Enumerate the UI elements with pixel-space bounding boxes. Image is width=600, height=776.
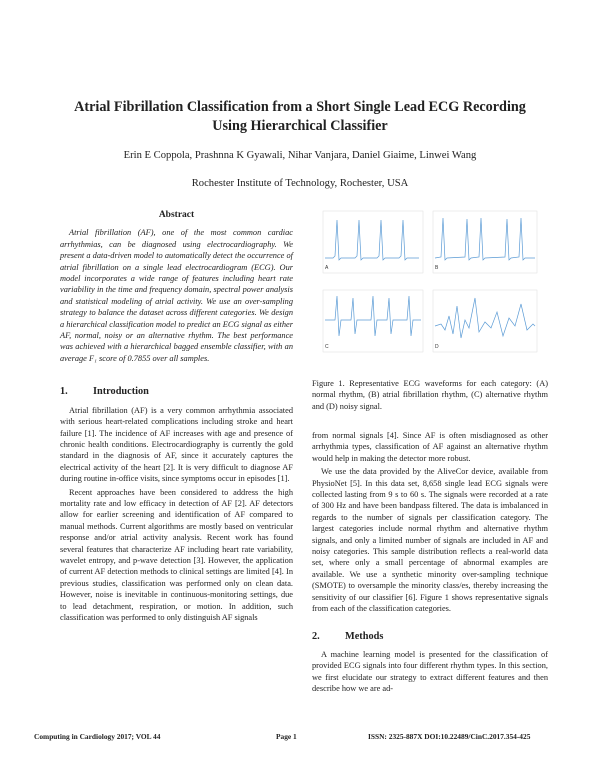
- methods-title: Methods: [345, 630, 384, 642]
- intro-number: 1.: [60, 386, 68, 398]
- right-paragraph-2: We use the data provided by the AliveCor device, available from PhysioNet [5]. In this data set, 8,658 single lead ECG signals were collected lasting from 9 s to 60 s. The signals were recorded at a rate of 300 Hz and have been bandpass filtered. The data is imbalanced in regards to the number of signals per classification category. The largest categories include normal rhythm and alternative rhythm signals, and only a limited number of signals are included in AF and noisy categories. This sample distribution reflects a real-world data set, where only a small percentage of abnormal examples are available. We use a synthetic minority over-sampling technique (SMOTE) to oversample the minority class/es, thereby increasing the sensitivity of our classifier [6]. Figure 1 shows representative signals from each of the classification categories.: [312, 467, 548, 614]
- panel-label-d: D: [435, 344, 439, 350]
- panel-label-c: C: [325, 344, 329, 350]
- authors: Erin E Coppola, Prashnna K Gyawali, Nihar Vanjara, Daniel Giaime, Linwei Wang: [123, 150, 477, 161]
- intro-paragraph-1: Atrial fibrillation (AF) is a very common arrhythmia associated with serious heart-related complications including stroke and heart failure [1]. The incidence of AF increases with age and presence of chronic health conditions. Electrocardiography is currently the gold standard in the diagnosis of AF, since it accurately captures the electrical activity of the heart [2]. It is very difficult to diagnose AF during routine in-office visits, since symptoms occur in episodes [1].: [60, 405, 293, 484]
- methods-number: 2.: [312, 630, 320, 642]
- paper-title: [40, 98, 560, 136]
- title-line-1: Atrial Fibrillation Classification from a Short Single Lead ECG Recording: [74, 99, 526, 115]
- panel-label-a: A: [325, 265, 329, 271]
- footer-issn: ISSN: 2325-887X DOI:10.22489/CinC.2017.354-425: [368, 732, 531, 741]
- abstract-heading: Abstract: [158, 210, 195, 220]
- ecg-panel-d: [433, 290, 537, 352]
- abstract-text: Atrial fibrillation (AF), one of the most common cardiac arrhythmias, can be diagnosed using electrocardiography. We present a data-driven model to automatically detect the occurrence of atrial fibrillation on a single lead electrocardiogram (ECG). Our model incorporates a wide range of features including heart rate variability in the time and frequency domain, spectral power analysis and statistical modeling of atrial activity. We use an over-sampling strategy to balance the dataset across different categories. We design a hierarchical classification model to predict an ECG signal as either AF, normal, noisy or an alternative rhythm. The best performance was achieved with a hierarchical bagged ensemble classifier, with an average F₁ score of 0.7855 over all samples.: [60, 228, 293, 363]
- ecg-panel-c: [323, 290, 423, 352]
- intro-heading: [60, 386, 293, 397]
- figure-caption: Figure 1. Representative ECG waveforms for each category: (A) normal rhythm, (B) atrial fibrillation rhythm, (C) alternative rhythm and (D) noisy signal.: [312, 379, 548, 411]
- title-line-2: Using Hierarchical Classifier: [212, 118, 388, 134]
- affiliation: Rochester Institute of Technology, Rochester, USA: [191, 178, 409, 189]
- ecg-panel-b: [433, 211, 537, 273]
- panel-label-b: B: [435, 265, 439, 271]
- ecg-panel-a: [323, 211, 423, 273]
- right-paragraph-1: from normal signals [4]. Since AF is often misdiagnosed as other arrhythmia types, classification of AF against an alternative rhythm would help in making the detector more robust.: [312, 431, 548, 463]
- left-column: [60, 210, 293, 625]
- intro-paragraph-2: Recent approaches have been considered to address the high mortality rate and low efficacy in detection of AF [2]. AF detectors allow for earlier screening and identification of AF compared to manual methods. Current algorithms are mostly based on ventricular response and/or atrial activity analysis. Recent work has found several features that characterize AF including heart rate variability, wavelet entropy, and p-wave detection [3]. However, the application of current AF detection methods to clinical settings are limited [4]. In previous studies, classification was performed only on clean data. However, noise is inevitable in continuous-monitoring settings, due to lead detachment, respiration, or motion. In addition, such classification was performed to only distinguish AF signals: [60, 487, 293, 622]
- footer-journal: Computing in Cardiology 2017; VOL 44: [34, 732, 161, 741]
- methods-heading: [312, 631, 548, 642]
- footer-page: Page 1: [276, 732, 297, 741]
- intro-title: Introduction: [93, 386, 149, 398]
- right-column: [312, 430, 548, 697]
- methods-paragraph-1: A machine learning model is presented for the classification of provided ECG signals into four different rhythm types. In this section, we first elucidate our strategy to extract different features and then describe how we are ad-: [312, 649, 548, 694]
- ecg-figure: [315, 208, 547, 366]
